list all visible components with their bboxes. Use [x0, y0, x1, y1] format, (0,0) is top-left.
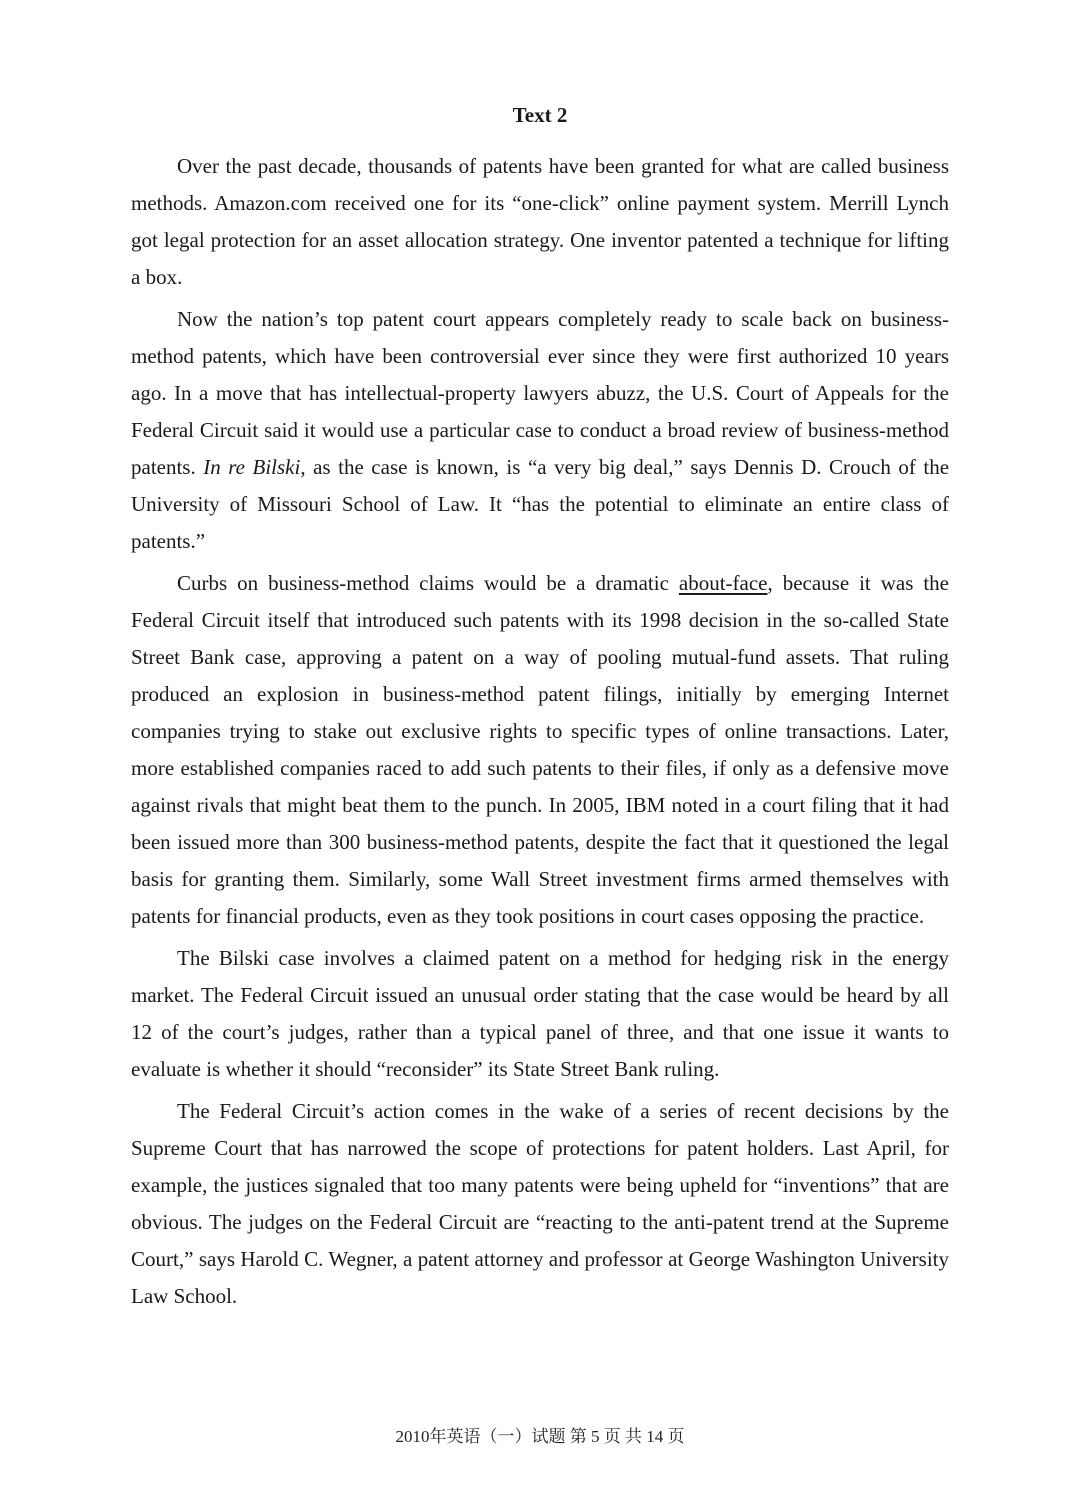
- case-name-italic: In re Bilski: [203, 455, 301, 479]
- article-body: [131, 148, 949, 1320]
- paragraph-4: [131, 940, 949, 1088]
- paragraph-2: [131, 301, 949, 560]
- paragraph-1: [131, 148, 949, 296]
- paragraph-3: [131, 565, 949, 935]
- paragraph-text: The Federal Circuit’s action comes in the wake of a series of recent decisions by the Supreme Court that has narrowed the scope of protections for patent holders. Last April, for example, the justices signaled that too many patents were being upheld for “inventions” that are obvious. The judges on the Federal Circuit are “reacting to the anti-patent trend at the Supreme Court,” says Harold C. Wegner, a patent attorney and professor at George Washington University Law School.: [131, 1099, 949, 1308]
- page-footer: 2010年英语（一）试题 第 5 页 共 14 页: [395, 1427, 685, 1446]
- paragraph-text: , as the case is known, is “a very big deal,” says Dennis D. Crouch of the University of Missouri School of Law. It “has the potential to eliminate an entire class of patents.”: [131, 455, 950, 553]
- underlined-term: about-face: [678, 571, 768, 595]
- paragraph-5: [131, 1093, 949, 1315]
- section-title: Text 2: [512, 103, 568, 127]
- paragraph-text: Over the past decade, thousands of patents have been granted for what are called business methods. Amazon.com received one for its “one-click” online payment system. Merrill Lynch got legal protection for an asset allocation strategy. One inventor patented a technique for lifting a box.: [131, 154, 949, 289]
- paragraph-text: The Bilski case involves a claimed patent on a method for hedging risk in the energy market. The Federal Circuit issued an unusual order stating that the case would be heard by all 12 of the court’s judges, rather than a typical panel of three, and that one issue it wants to evaluate is whether it should “reconsider” its State Street Bank ruling.: [131, 946, 949, 1081]
- paragraph-text: Now the nation’s top patent court appears completely ready to scale back on business-method patents, which have been controversial ever since they were first authorized 10 years ago. In a move that has intellectual-property lawyers abuzz, the U.S. Court of Appeals for the Federal Circuit said it would use a particular case to conduct a broad review of business-method patents.: [131, 307, 949, 479]
- paragraph-text: Curbs on business-method claims would be a dramatic: [177, 571, 679, 595]
- paragraph-text: , because it was the Federal Circuit itself that introduced such patents with its 1998 decision in the so-called State Street Bank case, approving a patent on a way of pooling mutual-fund assets. That ruling produced an explosion in business-method patent filings, initially by emerging Internet companies trying to stake out exclusive rights to specific types of online transactions. Later, more established companies raced to add such patents to their files, if only as a defensive move against rivals that might beat them to the punch. In 2005, IBM noted in a court filing that it had been issued more than 300 business-method patents, despite the fact that it questioned the legal basis for granting them. Similarly, some Wall Street investment firms armed themselves with patents for financial products, even as they took positions in court cases opposing the practice.: [131, 571, 949, 928]
